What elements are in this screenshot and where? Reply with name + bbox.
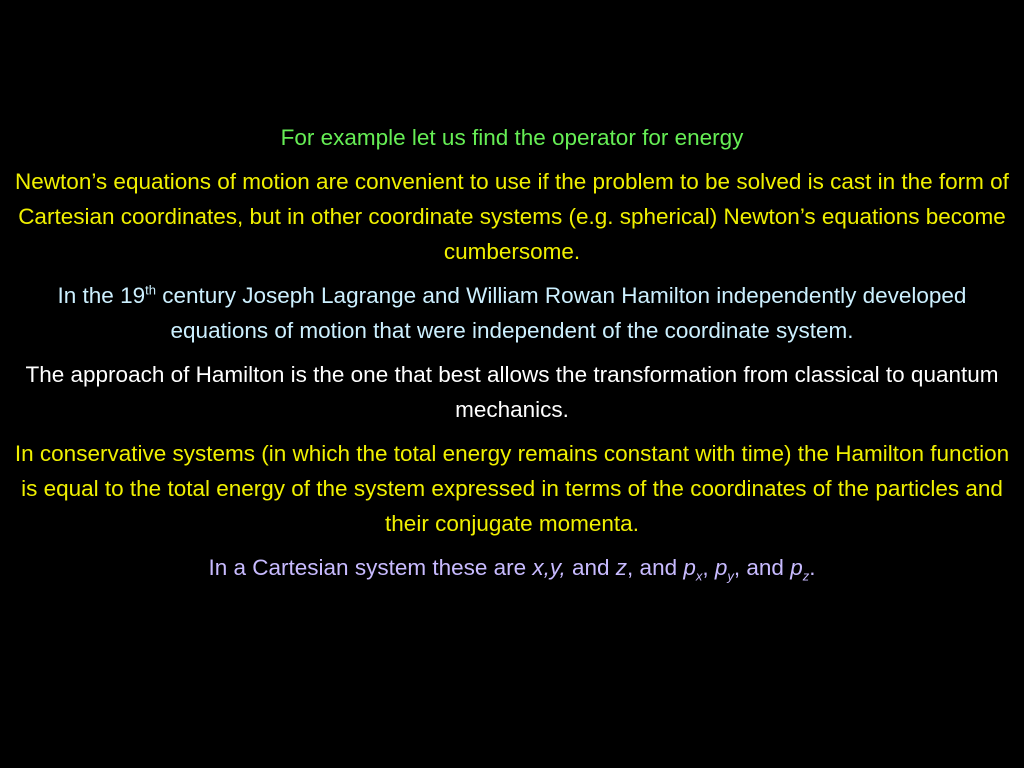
slide-body (10, 120, 1014, 594)
final-period: . (809, 555, 816, 580)
coord-z: z (615, 555, 628, 580)
conservative-systems-paragraph: In conservative systems (in which the total energy remains constant with time) the Hamilton function is equal to the total energy of the system expressed in terms of the coordinates of the particles and their conjugate momenta. (14, 441, 1010, 536)
momentum-px-subscript: x (695, 568, 703, 584)
hamilton-paragraph: The approach of Hamilton is the one that best allows the transformation from classical to quantum mechanics. (25, 362, 999, 422)
comma-2: , (733, 555, 741, 580)
momentum-pz-symbol: p (790, 555, 803, 580)
lagrange-text-end: century Joseph Lagrange and William Rowan Hamilton independently developed equations of motion that were independent of the coordinate system. (155, 283, 967, 343)
momentum-pz-subscript: z (802, 568, 810, 584)
connector-and-3: and (740, 555, 791, 580)
comma-1: , (702, 555, 715, 580)
momentum-py-subscript: y (727, 568, 734, 584)
lagrange-text-start: In the 19 (57, 283, 146, 308)
connector-and-1: and (565, 555, 616, 580)
newton-paragraph: Newton’s equations of motion are convenient to use if the problem to be solved is cast in the form of Cartesian coordinates, but in other coordinate systems (e.g. spherical) Newton’s equations become cumbersome. (15, 169, 1009, 264)
momentum-px-symbol: p (683, 555, 696, 580)
momentum-py (714, 555, 734, 584)
cartesian-lead: In a Cartesian system these are (208, 555, 533, 580)
connector-and-2: , and (627, 555, 684, 580)
lagrange-paragraph (10, 278, 1014, 348)
energy-operator-heading: For example let us find the operator for energy (280, 125, 744, 150)
momentum-py-symbol: p (714, 555, 728, 580)
ordinal-superscript: th (145, 282, 156, 298)
momentum-pz (790, 555, 810, 584)
coord-xy: x,y, (532, 555, 566, 580)
cartesian-paragraph (10, 550, 1014, 585)
momentum-px (683, 555, 703, 584)
